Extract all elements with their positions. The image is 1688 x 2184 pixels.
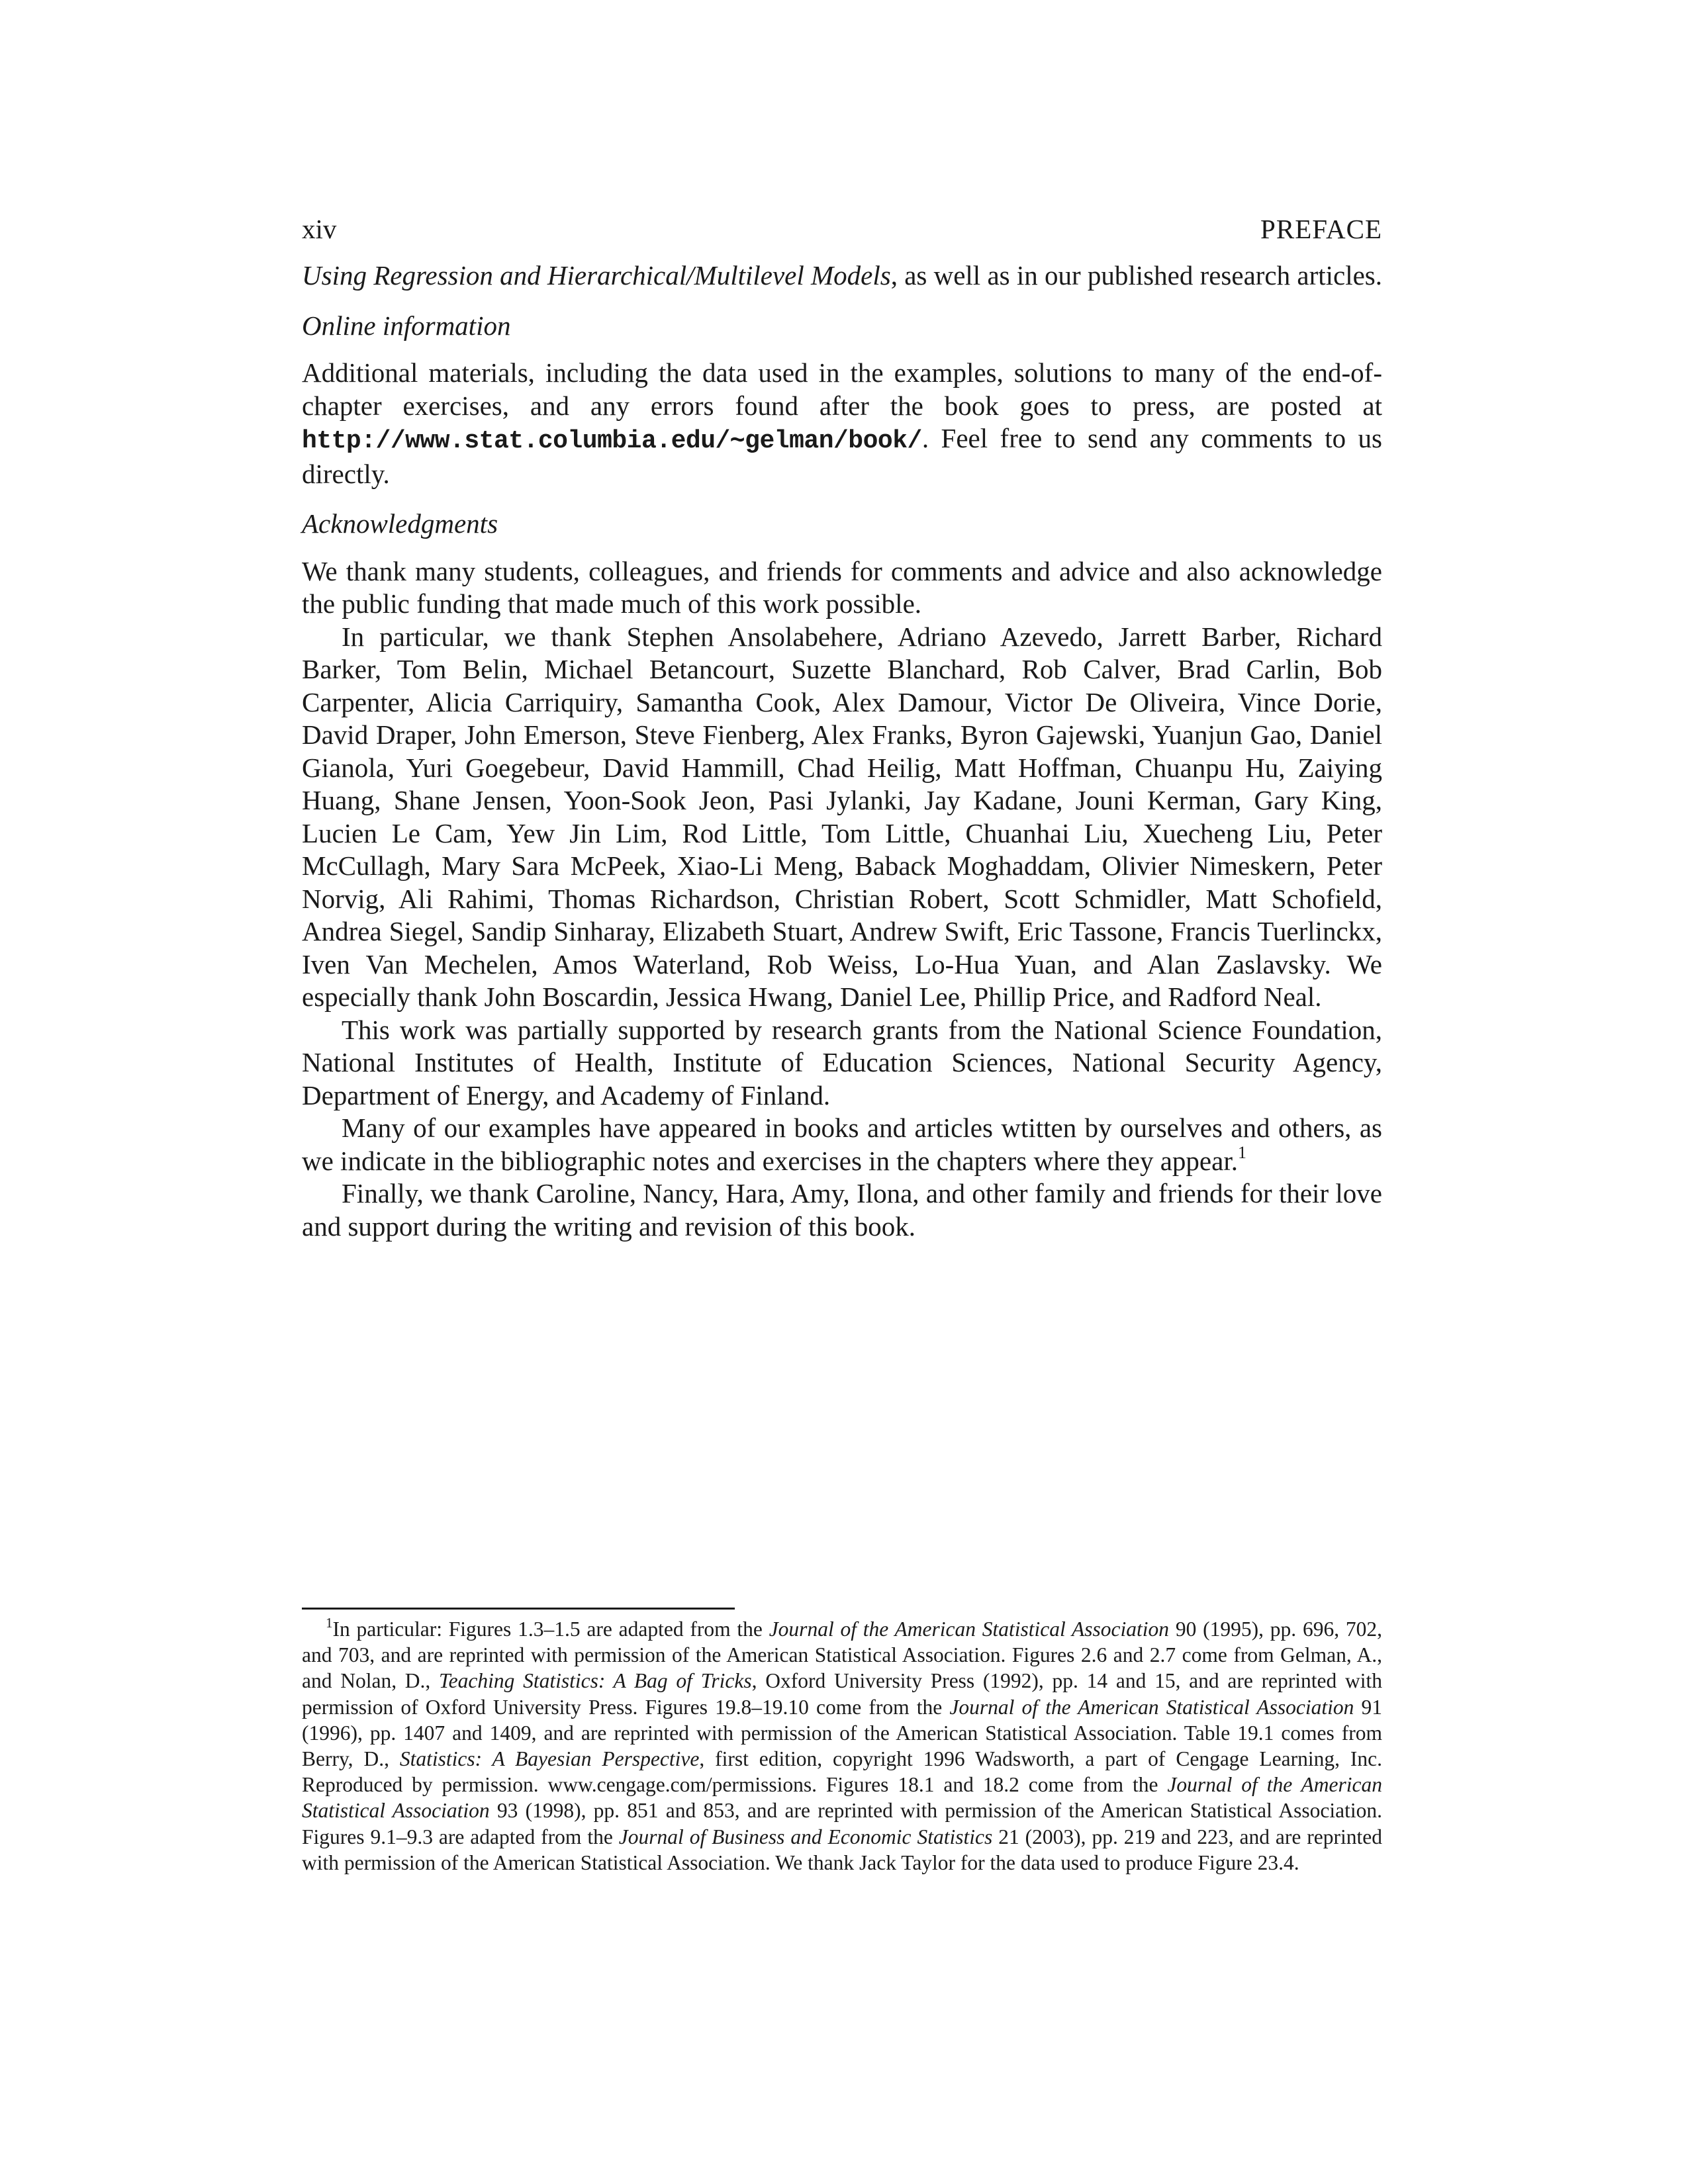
acknowledgments-paragraph-1: We thank many students, colleagues, and friends for comments and advice and also acknowledge the public funding that made much of this work possible. — [302, 555, 1382, 619]
footnote-book-title-1: Teaching Statistics: A Bag of Tricks — [439, 1669, 752, 1693]
book-title: Using Regression and Hierarchical/Multilevel Models — [302, 260, 891, 291]
running-header — [302, 210, 1382, 248]
footnote-paragraph — [302, 1616, 1382, 1876]
intro-tail: , as well as in our published research articles. — [890, 260, 1383, 291]
footnote-text-3: , Oxford University Press (1992), pp. 14 and 15, and are reprinted with permission of Oxford University Press. Figures 19.8–19.10 come from the — [302, 1669, 1382, 1719]
footnote-text-5: , first edition, copyright 1996 Wadsworth, a part of Cengage Learning, Inc. Reproduced by permission. www.cengage.com/permissions. Figures 18.1 and 18.2 come from the — [302, 1747, 1382, 1797]
footnote-journal-1: Journal of the American Statistical Association — [769, 1617, 1170, 1641]
footnote-book-title-2: Statistics: A Bayesian Perspective — [399, 1747, 700, 1771]
footnote-reference: 1 — [1237, 1142, 1246, 1162]
book-url: http://www.stat.columbia.edu/∼gelman/book/ — [302, 427, 922, 455]
online-text-before: Additional materials, including the data used in the examples, solutions to many of the end-of-chapter exercises, and any errors found after the book goes to press, are posted at — [302, 357, 1382, 421]
acknowledgments-paragraph-2: In particular, we thank Stephen Ansolabehere, Adriano Azevedo, Jarrett Barber, Richard Barker, Tom Belin, Michael Betancourt, Suzette Blanchard, Rob Calver, Brad Carlin, Bob Carpenter, Alicia Carriquiry, Samantha Cook, Alex Damour, Victor De Oliveira, Vince Dorie, David Draper, John Emerson, Steve Fienberg, Alex Franks, Byron Gajewski, Yuanjun Gao, Daniel Gianola, Yuri Goegebeur, David Hammill, Chad Heilig, Matt Hoffman, Chuanpu Hu, Zaiying Huang, Shane Jensen, Yoon-Sook Jeon, Pasi Jylanki, Jay Kadane, Jouni Kerman, Gary King, Lucien Le Cam, Yew Jin Lim, Rod Little, Tom Little, Chuanhai Liu, Xuecheng Liu, Peter McCullagh, Mary Sara McPeek, Xiao-Li Meng, Baback Moghaddam, Olivier Nimeskern, Peter Norvig, Ali Rahimi, Thomas Richardson, Christian Robert, Scott Schmidler, Matt Schofield, Andrea Siegel, Sandip Sinharay, Elizabeth Stuart, Andrew Swift, Eric Tassone, Francis Tuerlinckx, Iven Van Mechelen, Amos Waterland, Rob Weiss, Lo-Hua Yuan, and Alan Zaslavsky. We especially thank John Boscardin, Jessica Hwang, Daniel Lee, Phillip Price, and Radford Neal. — [302, 621, 1382, 1012]
footnote — [302, 1616, 1382, 1876]
footnote-journal-2: Journal of the American Statistical Association — [949, 1695, 1354, 1719]
main-text — [302, 259, 1382, 1243]
footnote-text-6: 93 (1998), pp. 851 and 853, and are reprinted with permission of the American Statistical Association. Figures 9.1–9.3 are adapted from the — [302, 1799, 1382, 1848]
intro-paragraph — [302, 259, 1382, 293]
footnote-journal-4: Journal of Business and Economic Statistics — [618, 1825, 993, 1848]
paragraph-4-text: Many of our examples have appeared in books and articles wtitten by ourselves and others, as we indicate in the bibliographic notes and exercises in the chapters where they appear. — [302, 1113, 1382, 1176]
footnote-text-1: In particular: Figures 1.3–1.5 are adapted from the — [332, 1617, 769, 1641]
acknowledgments-paragraph-3: This work was partially supported by research grants from the National Science Foundation, National Institutes of Health, Institute of Education Sciences, National Security Agency, Department of Energy, and Academy of Finland. — [302, 1014, 1382, 1111]
acknowledgments-paragraph-5: Finally, we thank Caroline, Nancy, Hara, Amy, Ilona, and other family and friends for their love and support during the writing and revision of this book. — [302, 1178, 1382, 1242]
online-text-after: . Feel free to send any comments to us directly. — [302, 423, 1382, 489]
running-title: PREFACE — [1260, 214, 1382, 244]
footnote-text-4: 91 (1996), pp. 1407 and 1409, and are reprinted with permission of the American Statistical Association. Table 19.1 comes from Berry, D., — [302, 1695, 1382, 1771]
footnote-marker: 1 — [326, 1615, 333, 1631]
footnote-journal-3: Journal of the American Statistical Association — [302, 1773, 1382, 1823]
acknowledgments-heading: Acknowledgments — [302, 508, 498, 539]
footnote-rule — [302, 1608, 735, 1610]
online-information-heading: Online information — [302, 310, 511, 341]
acknowledgments-paragraph-4 — [302, 1112, 1382, 1177]
online-information-paragraph — [302, 357, 1382, 490]
footnote-text-2: 90 (1995), pp. 696, 702, and 703, and are reprinted with permission of the American Statistical Association. Figures 2.6 and 2.7 come from Gelman, A., and Nolan, D., — [302, 1617, 1383, 1693]
page-number: xiv — [302, 214, 337, 244]
footnote-text-7: 21 (2003), pp. 219 and 223, and are reprinted with permission of the American Statistical Association. We thank Jack Taylor for the data used to produce Figure 23.4. — [302, 1825, 1382, 1874]
